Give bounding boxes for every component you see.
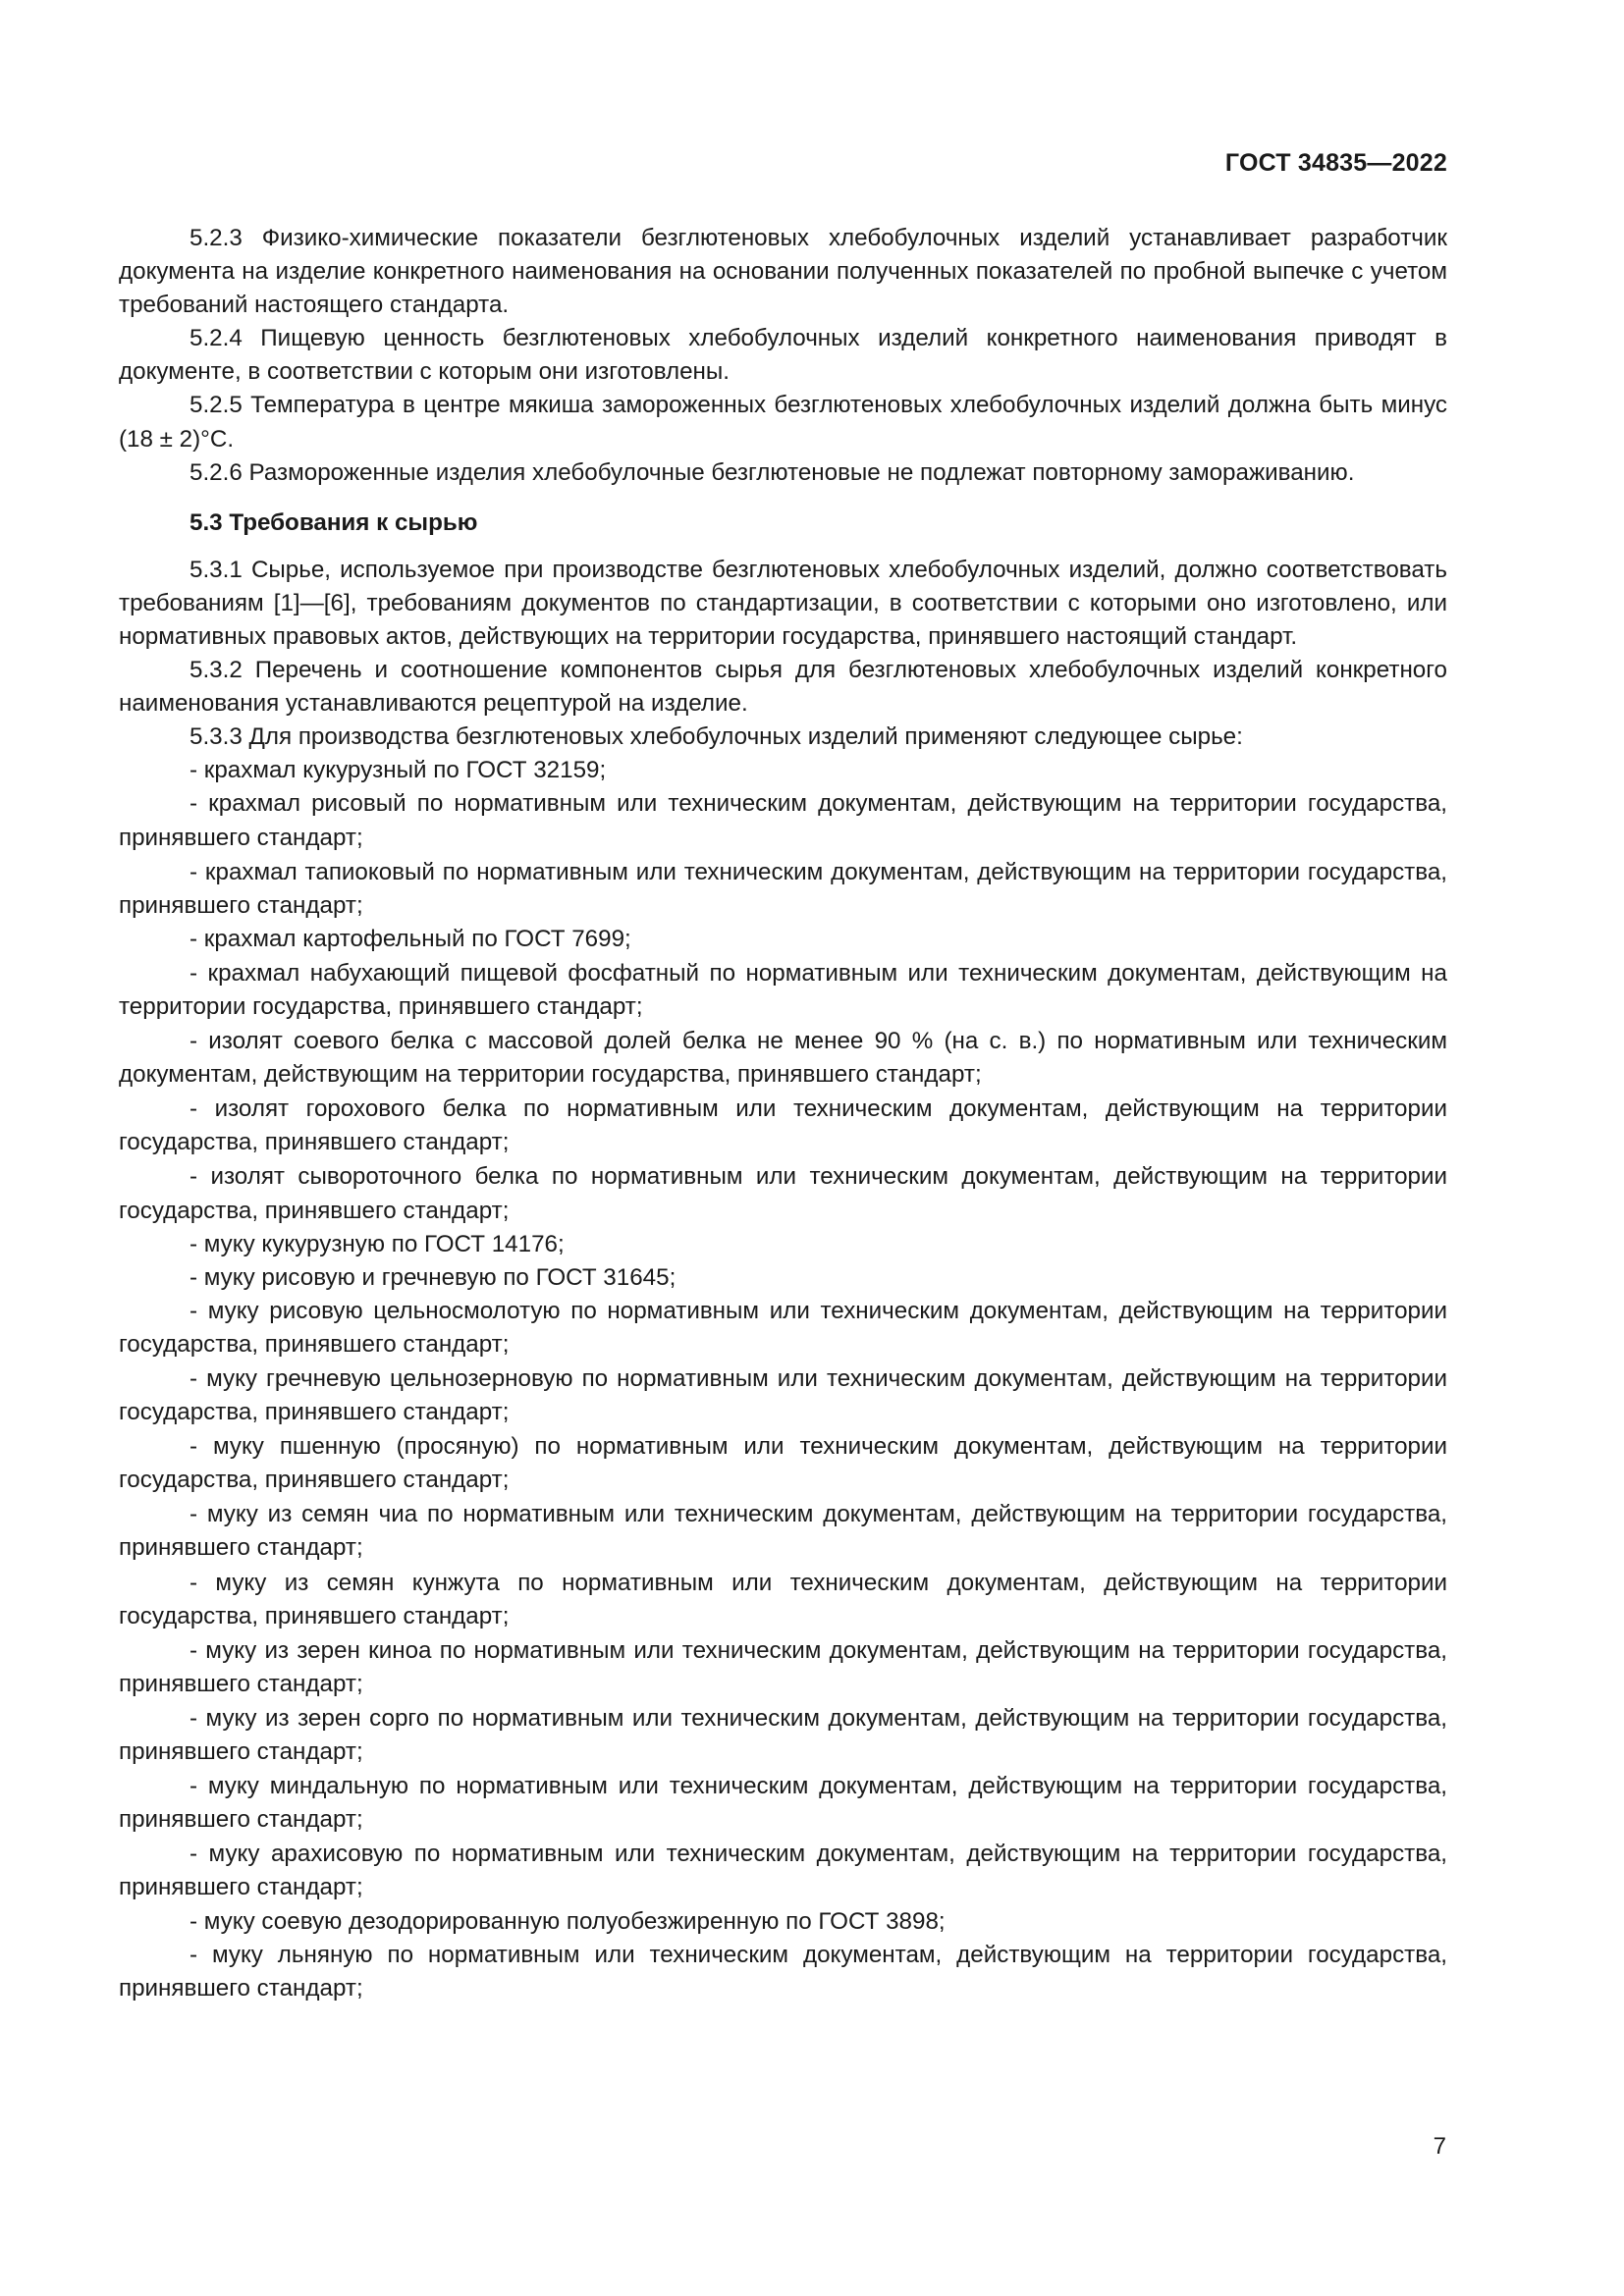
document-body [119, 222, 1447, 2005]
list-item-raw-material: - муку соевую дезодорированную полуобезжиренную по ГОСТ 3898; [189, 1907, 946, 1935]
paragraph-5-2-6: 5.2.6 Размороженные изделия хлебобулочные безглютеновые не подлежат повторному замораживанию. [189, 458, 1355, 486]
list-item-raw-material: - муку из зерен киноа по нормативным или техническим документам, действующим на территории государства, принявшего стандарт; [119, 1636, 1447, 1697]
paragraph-5-3-3: 5.3.3 Для производства безглютеновых хлебобулочных изделий применяют следующее сырье: [189, 723, 1243, 751]
list-item-raw-material: - изолят горохового белка по нормативным или техническим документам, действующим на территории государства, принявшего стандарт; [119, 1095, 1447, 1156]
list-item-raw-material: - муку арахисовую по нормативным или техническим документам, действующим на территории государства, принявшего стандарт; [119, 1841, 1447, 1901]
list-item-raw-material: - изолят соевого белка с массовой долей белка не менее 90 % (на с. в.) по нормативным или техническим документам, действующим на территории государства, принявшего стандарт; [119, 1028, 1447, 1089]
page-number: 7 [1433, 2133, 1446, 2160]
list-item-raw-material: - муку из семян кунжута по нормативным или техническим документам, действующим на территории государства, принявшего стандарт; [119, 1569, 1447, 1629]
list-item-raw-material: - муку из семян чиа по нормативным или техническим документам, действующим на территории государства, принявшего стандарт; [119, 1501, 1447, 1562]
list-item-raw-material: - муку льняную по нормативным или техническим документам, действующим на территории государства, принявшего стандарт; [119, 1941, 1447, 2002]
list-item-raw-material: - крахмал картофельный по ГОСТ 7699; [189, 925, 631, 952]
list-item-raw-material: - муку миндальную по нормативным или техническим документам, действующим на территории государства, принявшего стандарт; [119, 1773, 1447, 1834]
list-item-raw-material: - крахмал набухающий пищевой фосфатный по нормативным или техническим документам, действующим на территории государства, принявшего стандарт; [119, 959, 1447, 1020]
paragraph-5-2-5: 5.2.5 Температура в центре мякиша замороженных безглютеновых хлебобулочных изделий должна быть минус (18 ± 2)°С. [119, 392, 1447, 453]
list-item-raw-material: - крахмал рисовый по нормативным или техническим документам, действующим на территории государства, принявшего стандарт; [119, 790, 1447, 851]
list-item-raw-material: - крахмал кукурузный по ГОСТ 32159; [189, 757, 607, 784]
list-item-raw-material: - муку кукурузную по ГОСТ 14176; [189, 1230, 565, 1257]
list-item-raw-material: - муку пшенную (просяную) по нормативным или техническим документам, действующим на территории государства, принявшего стандарт; [119, 1433, 1447, 1494]
paragraph-5-2-4: 5.2.4 Пищевую ценность безглютеновых хлебобулочных изделий конкретного наименования приводят в документе, в соответствии с которым они изготовлены. [119, 325, 1447, 386]
list-item-raw-material: - муку из зерен сорго по нормативным или техническим документам, действующим на территории государства, принявшего стандарт; [119, 1704, 1447, 1766]
paragraph-5-3-2: 5.3.2 Перечень и соотношение компонентов сырья для безглютеновых хлебобулочных изделий конкретного наименования устанавливаются рецептурой на изделие. [119, 657, 1447, 718]
list-item-raw-material: - муку рисовую цельносмолотую по нормативным или техническим документам, действующим на территории государства, принявшего стандарт; [119, 1297, 1447, 1358]
list-item-raw-material: - муку рисовую и гречневую по ГОСТ 31645; [189, 1263, 677, 1291]
list-item-raw-material: - изолят сывороточного белка по нормативным или техническим документам, действующим на территории государства, принявшего стандарт; [119, 1163, 1447, 1224]
section-heading-5-3: 5.3 Требования к сырью [189, 508, 478, 536]
paragraph-5-3-1: 5.3.1 Сырье, используемое при производстве безглютеновых хлебобулочных изделий, должно соответствовать требованиям [1]—[6], требованиям документов по стандартизации, в соответствии с которыми оно изготовлено, или нормативных правовых актов, действующих на территории государства, принявшего настоящий стандарт. [119, 556, 1447, 650]
list-item-raw-material: - муку гречневую цельнозерновую по нормативным или техническим документам, действующим на территории государства, принявшего стандарт; [119, 1365, 1447, 1426]
paragraph-5-2-3: 5.2.3 Физико-химические показатели безглютеновых хлебобулочных изделий устанавливает разработчик документа на изделие конкретного наименования на основании полученных показателей по пробной выпечке с учетом требований настоящего стандарта. [119, 225, 1447, 319]
list-item-raw-material: - крахмал тапиоковый по нормативным или техническим документам, действующим на территории государства, принявшего стандарт; [119, 858, 1447, 919]
document-header-id: ГОСТ 34835—2022 [1224, 149, 1447, 177]
